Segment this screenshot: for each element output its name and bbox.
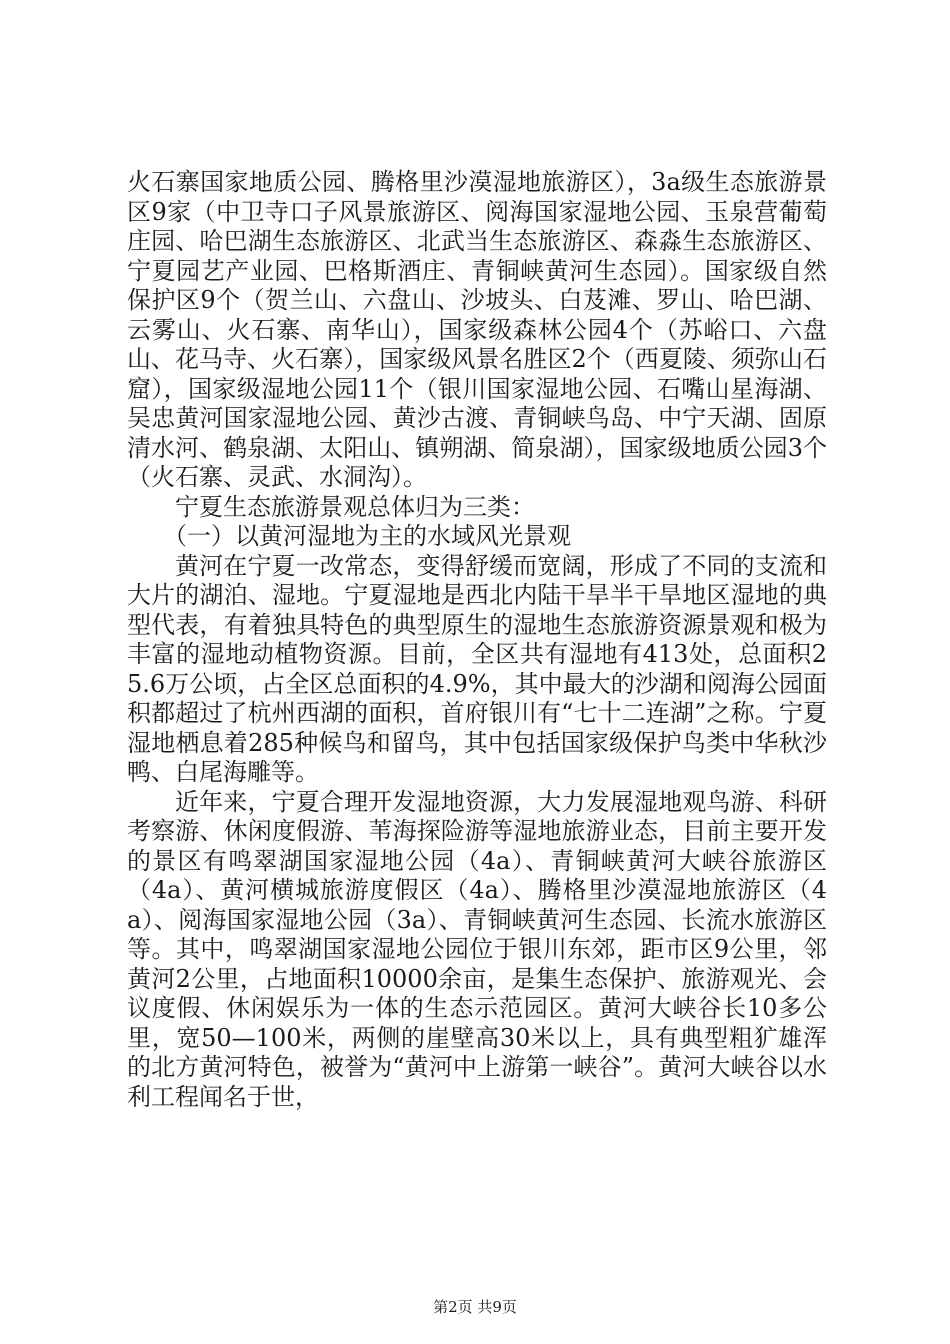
body-text xyxy=(127,168,827,1112)
paragraph-wetland-development: 近年来，宁夏合理开发湿地资源，大力发展湿地观鸟游、科研考察游、休闲度假游、苇海探险游等湿地旅游业态，目前主要开发的景区有鸣翠湖国家湿地公园（4a）、青铜峡黄河大峡谷旅游区（4a）、黄河横城旅游度假区（4a）、腾格里沙漠湿地旅游区（4a）、阅海国家湿地公园（3a）、青铜峡黄河生态园、长流水旅游区等。其中，鸣翠湖国家湿地公园位于银川东郊，距市区9公里，邻黄河2公里，占地面积10000余亩，是集生态保护、旅游观光、会议度假、休闲娱乐为一体的生态示范园区。黄河大峡谷长10多公里，宽50—100米，两侧的崖壁高30米以上，具有典型粗犷雄浑的北方黄河特色，被誉为“黄河中上游第一峡谷”。黄河大峡谷以水利工程闻名于世， xyxy=(127,787,827,1111)
paragraph-scenic-list: 火石寨国家地质公园、腾格里沙漠湿地旅游区），3a级生态旅游景区9家（中卫寺口子风景旅游区、阅海国家湿地公园、玉泉营葡萄庄园、哈巴湖生态旅游区、北武当生态旅游区、森淼生态旅游区、宁夏园艺产业园、巴格斯酒庄、青铜峡黄河生态园）。国家级自然保护区9个（贺兰山、六盘山、沙坡头、白芨滩、罗山、哈巴湖、云雾山、火石寨、南华山），国家级森林公园4个（苏峪口、六盘山、花马寺、火石寨），国家级风景名胜区2个（西夏陵、须弥山石窟），国家级湿地公园11个（银川国家湿地公园、石嘴山星海湖、吴忠黄河国家湿地公园、黄沙古渡、青铜峡鸟岛、中宁天湖、固原清水河、鹤泉湖、太阳山、镇朔湖、简泉湖），国家级地质公园3个（火石寨、灵武、水洞沟）。 xyxy=(127,168,827,491)
section-heading-wetland: （一）以黄河湿地为主的水域风光景观 xyxy=(163,522,571,550)
paragraph-classification-intro: 宁夏生态旅游景观总体归为三类： xyxy=(175,492,535,521)
page-number-label: 第2页 共9页 xyxy=(433,1298,517,1316)
page-footer xyxy=(0,1296,950,1317)
paragraph-wetland-overview: 黄河在宁夏一改常态，变得舒缓而宽阔，形成了不同的支流和大片的湖泊、湿地。宁夏湿地是西北内陆干旱半干旱地区湿地的典型代表，有着独具特色的典型原生的湿地生态旅游资源景观和极为丰富的湿地动植物资源。目前，全区共有湿地有413处，总面积25.6万公顷，占全区总面积的4.9%，其中最大的沙湖和阅海公园面积都超过了杭州西湖的面积，首府银川有“七十二连湖”之称。宁夏湿地栖息着285种候鸟和留鸟，其中包括国家级保护鸟类中华秋沙鸭、白尾海雕等。 xyxy=(127,551,827,786)
